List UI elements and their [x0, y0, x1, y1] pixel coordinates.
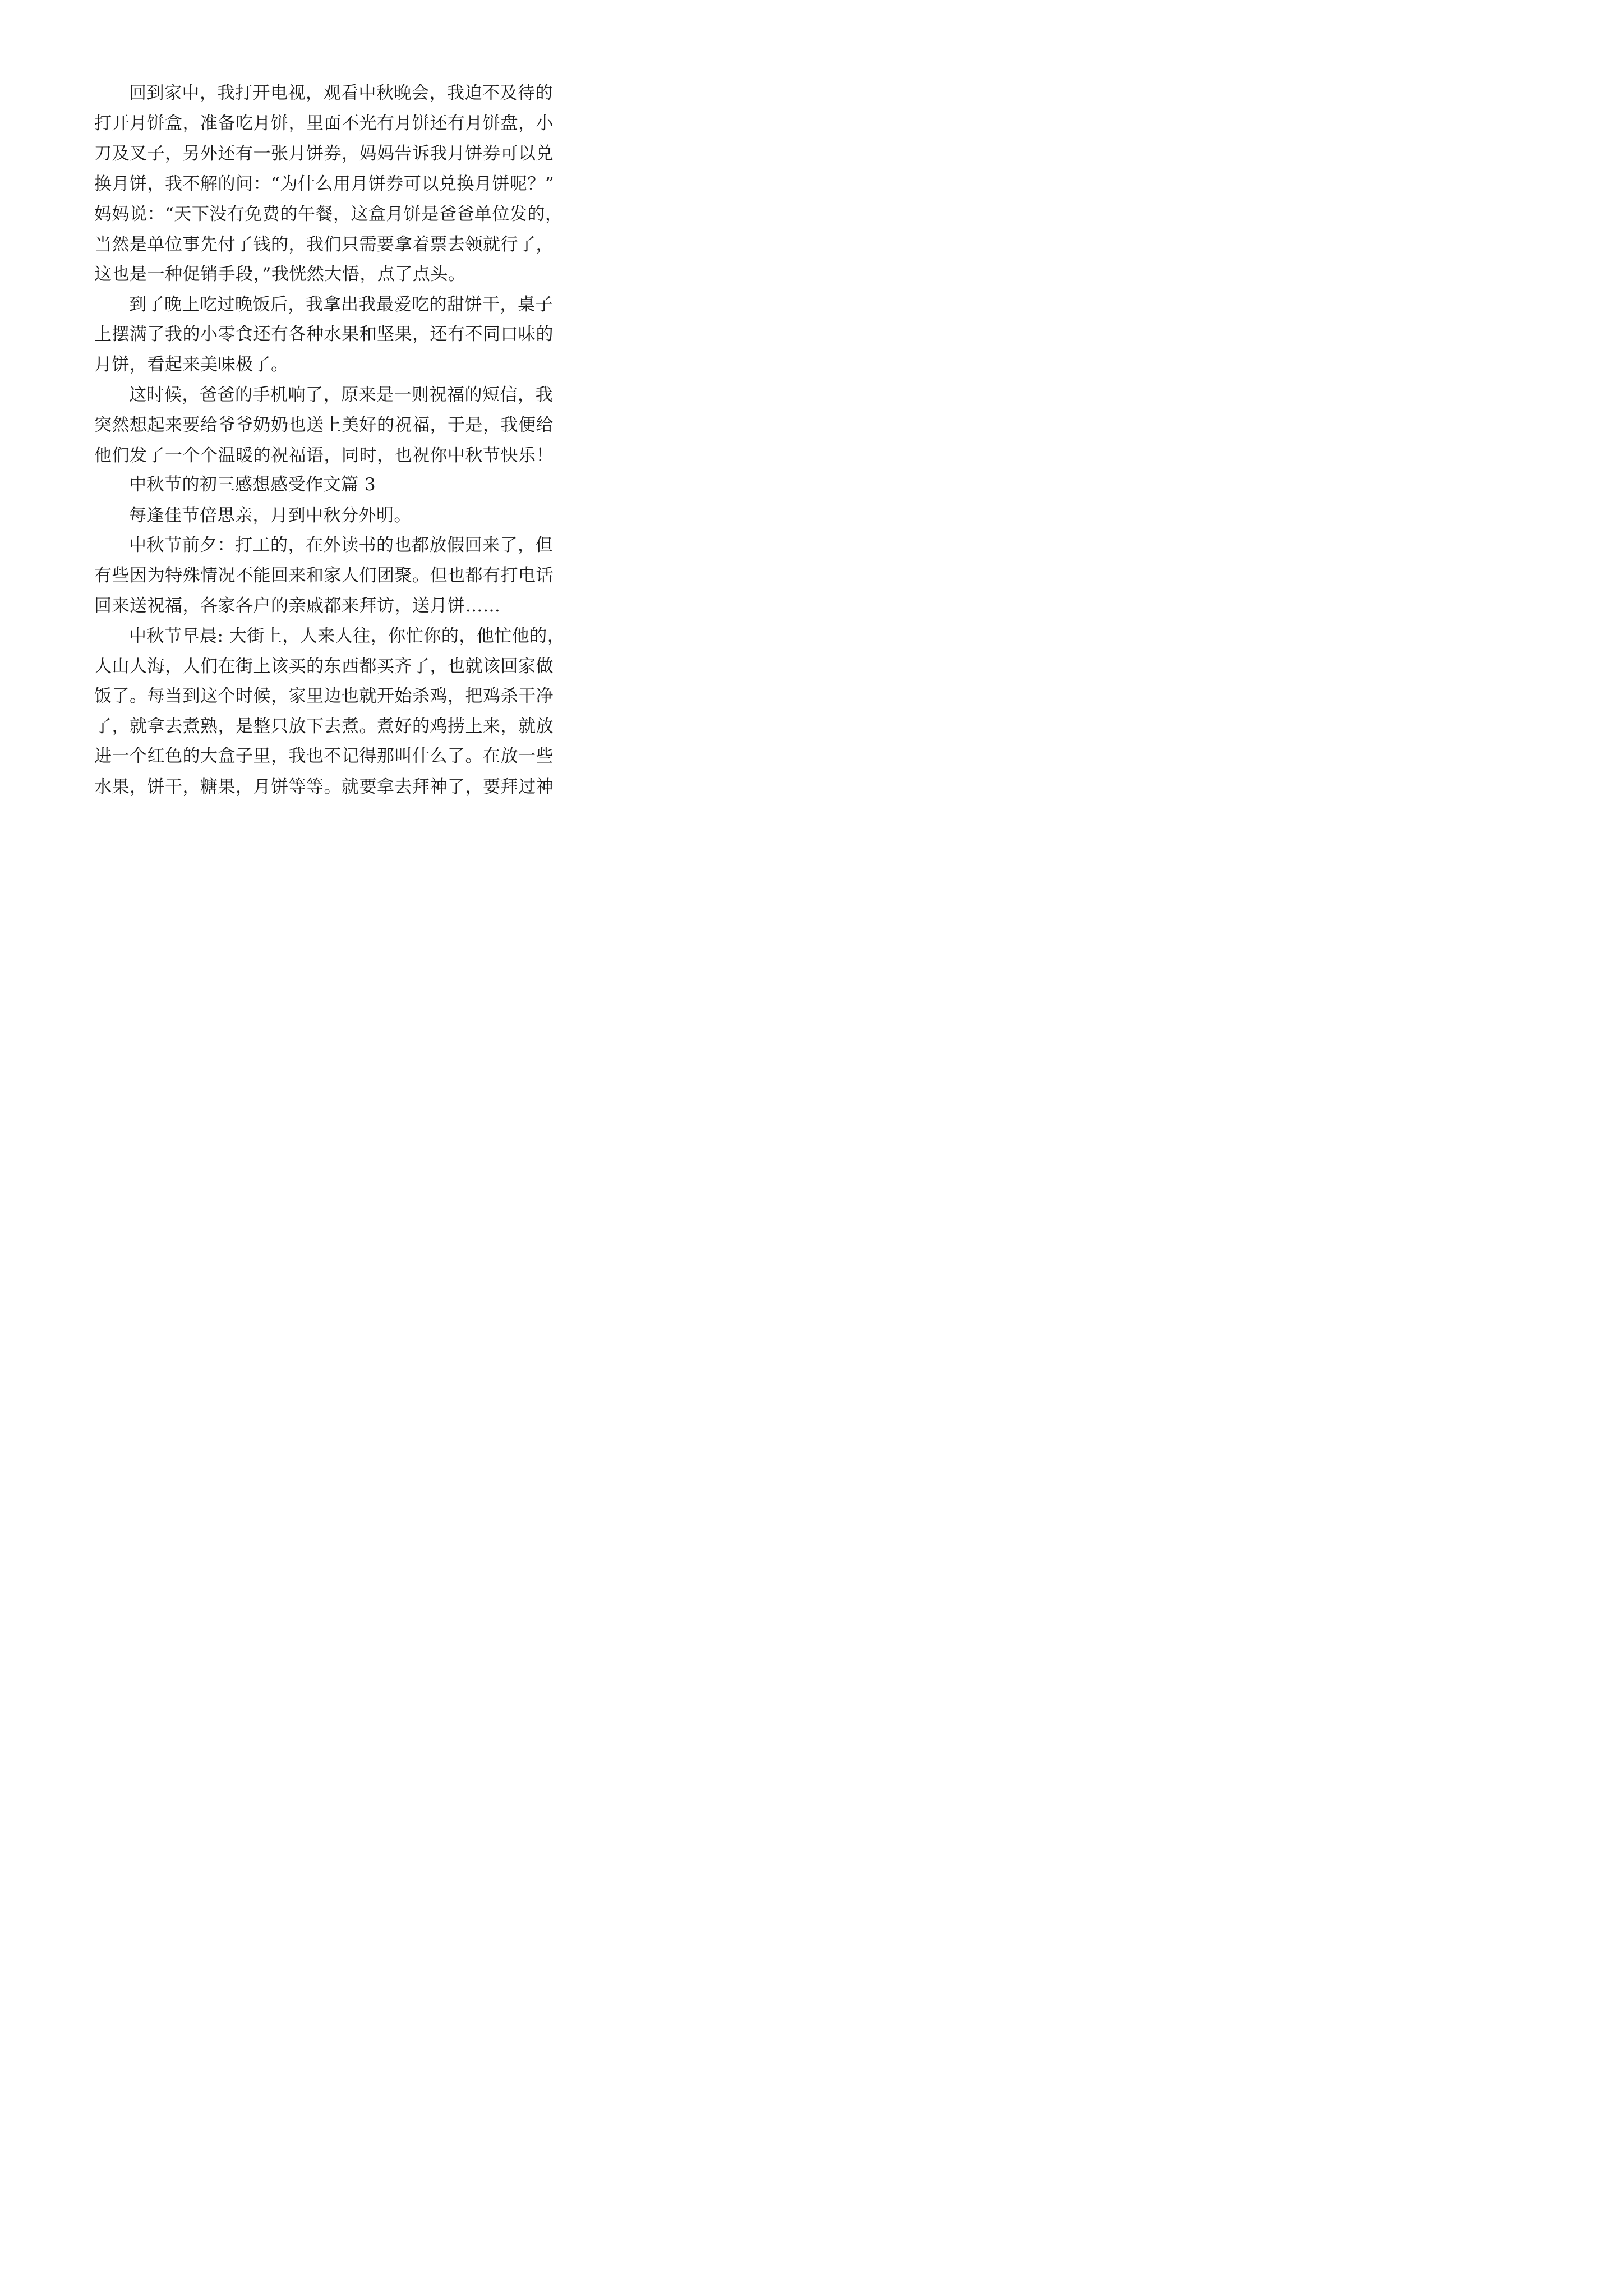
- text-line: 饭了。每当到这个时候，家里边也就开始杀鸡，把鸡杀干净: [94, 686, 554, 706]
- text-line: 突然想起来要给爷爷奶奶也送上美好的祝福，于是，我便给: [94, 415, 554, 435]
- text-line: 他们发了一个个温暖的祝福语，同时，也祝你中秋节快乐！: [94, 445, 554, 466]
- text-line: 这时候，爸爸的手机响了，原来是一则祝福的短信，我: [129, 385, 553, 405]
- text-line: 人山人海，人们在街上该买的东西都买齐了，也就该回家做: [94, 656, 554, 677]
- text-line: 当然是单位事先付了钱的，我们只需要拿着票去领就行了，: [94, 234, 554, 255]
- text-line: 这也是一种促销手段，”我恍然大悟，点了点头。: [94, 264, 466, 284]
- text-line: 回到家中，我打开电视，观看中秋晚会，我迫不及待的: [129, 83, 553, 103]
- text-line: 进一个红色的大盒子里，我也不记得那叫什么了。在放一些: [94, 746, 554, 766]
- text-line: 有些因为特殊情况不能回来和家人们团聚。但也都有打电话: [94, 565, 554, 586]
- text-line: 换月饼，我不解的问：“为什么用月饼券可以兑换月饼呢？”: [94, 174, 555, 194]
- text-line: 了，就拿去煮熟，是整只放下去煮。煮好的鸡捞上来，就放: [94, 716, 554, 737]
- text-line: 水果，饼干，糖果，月饼等等。就要拿去拜神了，要拜过神: [94, 777, 554, 797]
- text-line: 妈妈说：“天下没有免费的午餐，这盒月饼是爸爸单位发的，: [94, 204, 563, 224]
- document-page: [0, 0, 619, 876]
- text-line: 每逢佳节倍思亲，月到中秋分外明。: [129, 505, 412, 526]
- text-line: 中秋节前夕：打工的，在外读书的也都放假回来了，但: [129, 535, 553, 555]
- text-line: 打开月饼盒，准备吃月饼，里面不光有月饼还有月饼盘，小: [94, 113, 554, 134]
- text-line: 回来送祝福，各家各户的亲戚都来拜访，送月饼……: [94, 596, 501, 616]
- text-line: 中秋节早晨: 大街上，人来人往，你忙你的，他忙他的，: [129, 626, 565, 646]
- section-heading: 中秋节的初三感想感受作文篇 3: [129, 475, 376, 495]
- text-line: 刀及叉子，另外还有一张月饼券，妈妈告诉我月饼券可以兑: [94, 144, 554, 164]
- text-line: 上摆满了我的小零食还有各种水果和坚果，还有不同口味的: [94, 324, 554, 344]
- text-line: 到了晚上吃过晚饭后，我拿出我最爱吃的甜饼干，桌子: [129, 295, 553, 315]
- text-line: 月饼，看起来美味极了。: [94, 355, 289, 375]
